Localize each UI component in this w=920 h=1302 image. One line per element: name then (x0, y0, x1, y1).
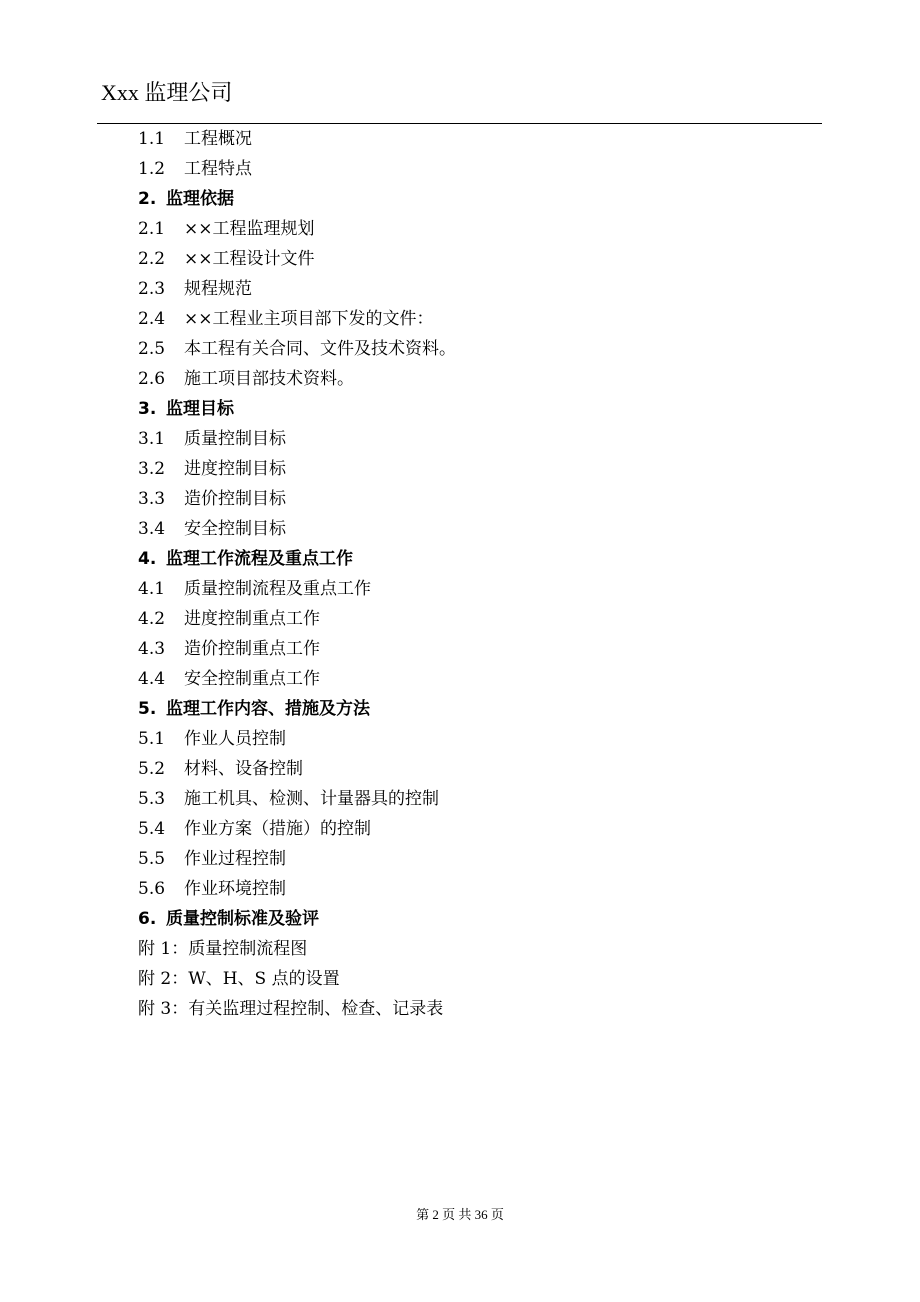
toc-item-number: 5. (138, 699, 157, 719)
toc-item-text: 监理依据 (166, 189, 234, 209)
toc-item (138, 664, 798, 694)
toc-item-text: 质量控制目标 (184, 429, 286, 449)
toc-item-number: 4.2 (138, 609, 166, 629)
toc-item-text: 施工机具、检测、计量器具的控制 (184, 789, 439, 809)
toc-item-number: 2.3 (138, 279, 166, 299)
toc-item-text: 作业过程控制 (184, 849, 286, 869)
toc-item-number: 附 3： (138, 999, 189, 1019)
toc-item (138, 334, 798, 364)
toc-item (138, 364, 798, 394)
toc-item-text: 作业环境控制 (184, 879, 286, 899)
toc-item-text: 质量控制流程及重点工作 (184, 579, 371, 599)
toc-item-number: 1.1 (138, 129, 166, 149)
toc-item (138, 574, 798, 604)
table-of-contents (138, 124, 798, 1024)
toc-appendix-item (138, 934, 798, 964)
toc-item-text: 作业方案（措施）的控制 (184, 819, 371, 839)
toc-item (138, 214, 798, 244)
toc-item-text: 质量控制标准及验评 (166, 909, 319, 929)
toc-heading (138, 694, 798, 724)
toc-item (138, 454, 798, 484)
toc-item-number: 2.2 (138, 249, 166, 269)
toc-item (138, 484, 798, 514)
toc-item-text: 材料、设备控制 (184, 759, 303, 779)
toc-item-number: 4.1 (138, 579, 166, 599)
page-header-title: Xxx 监理公司 (101, 80, 233, 105)
toc-item-text: 安全控制目标 (184, 519, 286, 539)
toc-item-text: 本工程有关合同、文件及技术资料。 (184, 339, 456, 359)
toc-heading (138, 184, 798, 214)
toc-item-number: 3.1 (138, 429, 166, 449)
toc-item-number: 3.3 (138, 489, 166, 509)
toc-item-number: 2.5 (138, 339, 166, 359)
toc-item-text: 进度控制目标 (184, 459, 286, 479)
toc-item-text: 作业人员控制 (184, 729, 286, 749)
toc-item-number: 4.4 (138, 669, 166, 689)
toc-item (138, 634, 798, 664)
toc-item-text: 工程特点 (184, 159, 252, 179)
toc-item-text: 造价控制目标 (184, 489, 286, 509)
toc-item-text: ××工程监理规划 (184, 219, 315, 239)
toc-item-text: 安全控制重点工作 (184, 669, 320, 689)
toc-item (138, 244, 798, 274)
toc-item (138, 514, 798, 544)
toc-item-number: 2.1 (138, 219, 166, 239)
toc-appendix-item (138, 994, 798, 1024)
toc-item-text: 有关监理过程控制、检查、记录表 (188, 999, 444, 1019)
toc-item-number: 3.2 (138, 459, 166, 479)
toc-item-number: 4.3 (138, 639, 166, 659)
toc-item-number: 6. (138, 909, 157, 929)
toc-item-number: 附 2： (138, 969, 189, 989)
toc-item-text: 质量控制流程图 (188, 939, 308, 959)
toc-item (138, 724, 798, 754)
toc-item (138, 754, 798, 784)
toc-item (138, 154, 798, 184)
toc-item-text: 进度控制重点工作 (184, 609, 320, 629)
toc-item-number: 5.3 (138, 789, 166, 809)
toc-item-number: 5.5 (138, 849, 166, 869)
toc-item (138, 274, 798, 304)
toc-item (138, 844, 798, 874)
toc-item-text: 监理工作内容、措施及方法 (166, 699, 370, 719)
toc-item-text: 监理目标 (166, 399, 234, 419)
toc-heading (138, 544, 798, 574)
toc-item-number: 3.4 (138, 519, 166, 539)
toc-item-number: 4. (138, 549, 157, 569)
toc-item-text: ××工程设计文件 (184, 249, 315, 269)
toc-item-number: 5.4 (138, 819, 166, 839)
toc-item (138, 874, 798, 904)
toc-item (138, 784, 798, 814)
toc-item (138, 304, 798, 334)
toc-appendix-item (138, 964, 798, 994)
toc-item-text: 规程规范 (184, 279, 252, 299)
toc-item-text: W、H、S 点的设置 (188, 969, 340, 989)
toc-item-number: 2. (138, 189, 157, 209)
toc-item-text: 造价控制重点工作 (184, 639, 320, 659)
toc-item-text: 工程概况 (184, 129, 252, 149)
toc-item-text: ××工程业主项目部下发的文件： (184, 309, 434, 329)
toc-item-text: 施工项目部技术资料。 (184, 369, 354, 389)
toc-item (138, 604, 798, 634)
toc-heading (138, 904, 798, 934)
toc-item-number: 5.1 (138, 729, 166, 749)
toc-item-number: 5.2 (138, 759, 166, 779)
toc-item-text: 监理工作流程及重点工作 (166, 549, 353, 569)
toc-item-number: 2.4 (138, 309, 166, 329)
toc-item-number: 5.6 (138, 879, 166, 899)
toc-item (138, 124, 798, 154)
toc-item (138, 814, 798, 844)
toc-item-number: 附 1： (138, 939, 189, 959)
toc-heading (138, 394, 798, 424)
toc-item-number: 2.6 (138, 369, 166, 389)
toc-item (138, 424, 798, 454)
toc-item-number: 1.2 (138, 159, 166, 179)
page-footer: 第 2 页 共 36 页 (416, 1207, 504, 1222)
toc-item-number: 3. (138, 399, 157, 419)
